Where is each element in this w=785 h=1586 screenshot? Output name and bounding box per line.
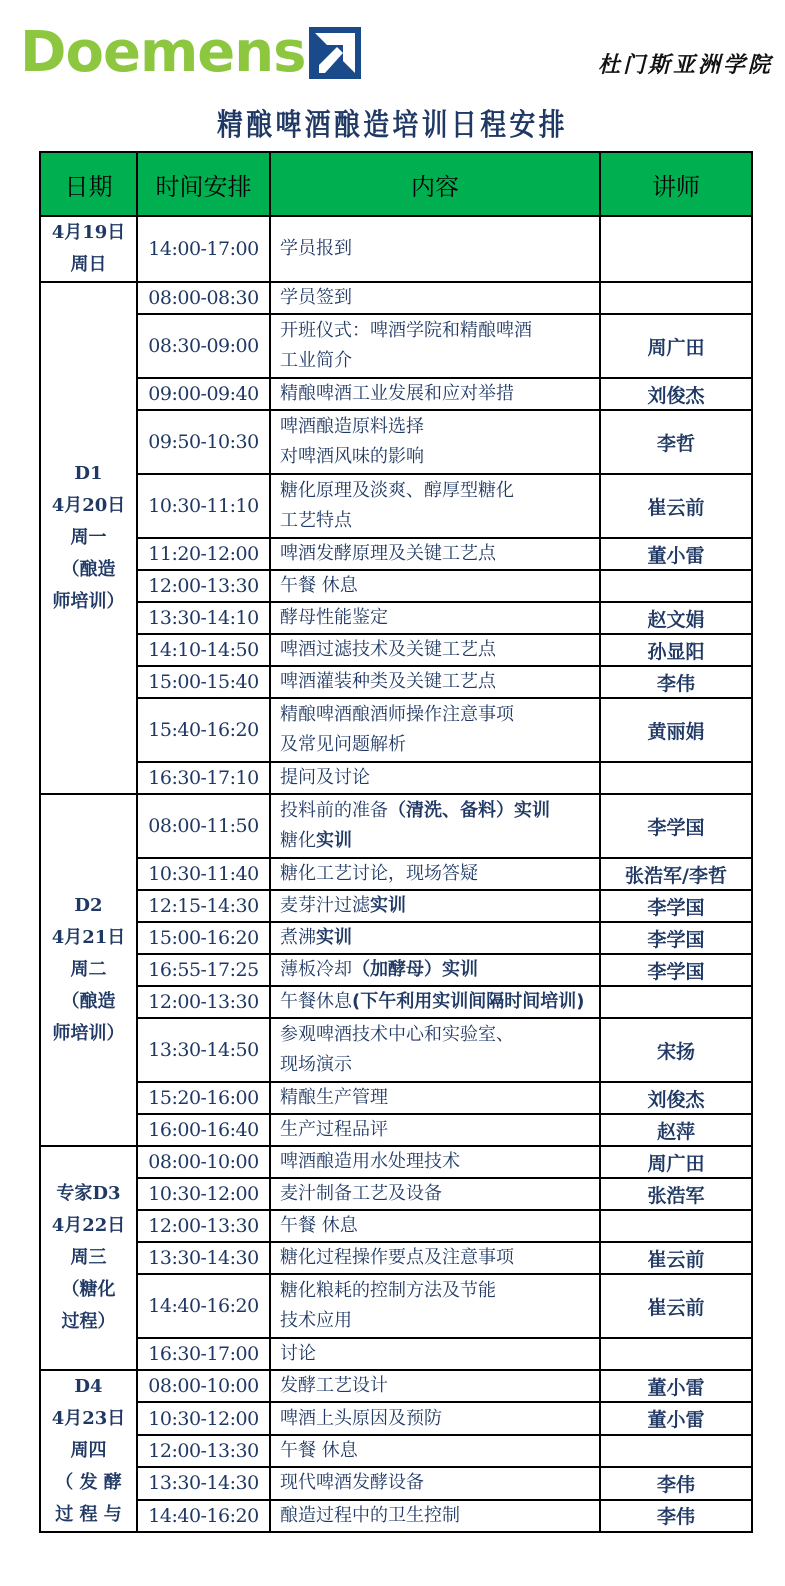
teacher-cell: 宋扬 <box>600 1018 752 1082</box>
teacher-cell: 董小雷 <box>600 1370 752 1402</box>
teacher-cell <box>600 762 752 794</box>
content-cell <box>270 1435 600 1467</box>
time-cell: 13:30-14:30 <box>137 1242 270 1274</box>
table-row <box>40 1274 752 1338</box>
table-row <box>40 1370 752 1402</box>
time-cell: 15:40-16:20 <box>137 698 270 762</box>
date-line: 专家D3 <box>56 1183 121 1204</box>
teacher-cell <box>600 986 752 1018</box>
content-text: 午餐 休息 <box>280 1439 358 1461</box>
table-row <box>40 282 752 314</box>
content-text: 午餐 休息 <box>280 1215 358 1236</box>
date-line: 周二 <box>70 959 107 980</box>
content-text: 技术应用 <box>280 1310 352 1331</box>
doemens-logo <box>20 20 361 85</box>
table-row <box>40 986 752 1018</box>
date-line: D2 <box>74 895 103 916</box>
content-cell <box>270 1274 600 1338</box>
teacher-cell <box>600 1338 752 1370</box>
date-line: 4月22日 <box>51 1215 126 1236</box>
teacher-cell: 张浩军 <box>600 1178 752 1210</box>
content-text: 实训 <box>316 830 352 851</box>
date-line: D1 <box>74 463 103 484</box>
content-text: 精酿啤酒工业发展和应对举措 <box>280 383 514 404</box>
date-line: 4月19日 <box>51 222 126 243</box>
table-row <box>40 634 752 666</box>
teacher-cell: 赵文娟 <box>600 602 752 634</box>
table-row <box>40 1402 752 1434</box>
time-cell: 09:00-09:40 <box>137 378 270 410</box>
column-header-time: 时间安排 <box>137 152 270 216</box>
content-text: 糖化原理及淡爽、醇厚型糖化 <box>280 480 514 501</box>
teacher-cell: 周广田 <box>600 314 752 378</box>
teacher-cell: 张浩军/李哲 <box>600 858 752 890</box>
time-cell: 14:00-17:00 <box>137 216 270 282</box>
date-line: 4月23日 <box>51 1408 126 1429</box>
content-cell <box>270 1082 600 1114</box>
content-text: 酵母性能鉴定 <box>280 607 388 628</box>
teacher-cell: 崔云前 <box>600 474 752 538</box>
table-row <box>40 858 752 890</box>
content-cell <box>270 314 600 378</box>
content-cell <box>270 698 600 762</box>
teacher-cell: 董小雷 <box>600 538 752 570</box>
table-row <box>40 1500 752 1532</box>
time-cell: 08:30-09:00 <box>137 314 270 378</box>
time-cell: 15:20-16:00 <box>137 1082 270 1114</box>
teacher-cell: 刘俊杰 <box>600 1082 752 1114</box>
teacher-cell: 李学国 <box>600 922 752 954</box>
logo-wordmark: Doemens <box>20 20 306 85</box>
time-cell: 15:00-16:20 <box>137 922 270 954</box>
time-cell: 16:30-17:10 <box>137 762 270 794</box>
content-text: 糖化粮耗的控制方法及节能 <box>280 1280 496 1301</box>
date-line: （酿造 <box>61 991 116 1012</box>
teacher-cell: 李学国 <box>600 954 752 986</box>
time-cell: 13:30-14:10 <box>137 602 270 634</box>
date-line: 过 程 与 <box>55 1504 122 1525</box>
date-line: D4 <box>74 1376 103 1397</box>
teacher-cell <box>600 1435 752 1467</box>
content-text: 参观啤酒技术中心和实验室、 <box>280 1024 514 1045</box>
schedule-body <box>40 216 752 1532</box>
teacher-cell: 赵萍 <box>600 1114 752 1146</box>
content-text: 糖化工艺讨论，现场答疑 <box>280 863 478 884</box>
time-cell: 14:10-14:50 <box>137 634 270 666</box>
teacher-cell: 崔云前 <box>600 1242 752 1274</box>
content-text: 煮沸 <box>280 927 316 948</box>
teacher-cell: 孙显阳 <box>600 634 752 666</box>
table-row <box>40 1082 752 1114</box>
content-cell <box>270 1467 600 1499</box>
content-text: 实训 <box>316 927 352 948</box>
page-title: 精酿啤酒酿造培训日程安排 <box>217 108 568 143</box>
table-row <box>40 1178 752 1210</box>
content-text: 学员签到 <box>280 287 352 308</box>
content-cell <box>270 1500 600 1532</box>
content-cell <box>270 1178 600 1210</box>
teacher-cell <box>600 570 752 602</box>
academy-name: 杜门斯亚洲学院 <box>598 52 774 78</box>
content-text: 对啤酒风味的影响 <box>280 446 424 467</box>
table-row <box>40 570 752 602</box>
date-cell <box>40 794 137 1146</box>
content-cell <box>270 474 600 538</box>
table-row <box>40 378 752 410</box>
teacher-cell <box>600 282 752 314</box>
time-cell: 16:30-17:00 <box>137 1338 270 1370</box>
content-text: 讨论 <box>280 1343 316 1364</box>
table-row <box>40 698 752 762</box>
date-line: 过程） <box>61 1311 116 1332</box>
date-cell <box>40 216 137 282</box>
date-line: （糖化 <box>61 1279 116 1300</box>
content-text: 现代啤酒发酵设备 <box>280 1472 424 1494</box>
content-text: 实训 <box>370 895 406 916</box>
column-header-date: 日期 <box>40 152 137 216</box>
table-row <box>40 474 752 538</box>
content-cell <box>270 1402 600 1434</box>
date-line: 师培训） <box>52 1023 125 1044</box>
content-cell <box>270 602 600 634</box>
time-cell: 10:30-11:10 <box>137 474 270 538</box>
time-cell: 10:30-12:00 <box>137 1178 270 1210</box>
time-cell: 12:15-14:30 <box>137 890 270 922</box>
content-cell <box>270 986 600 1018</box>
teacher-cell: 周广田 <box>600 1146 752 1178</box>
table-row <box>40 1242 752 1274</box>
date-line: （ 发 酵 <box>55 1472 122 1493</box>
time-cell: 08:00-11:50 <box>137 794 270 858</box>
content-text: 学员报到 <box>280 238 352 259</box>
table-row <box>40 1018 752 1082</box>
content-text: 生产过程品评 <box>280 1119 388 1140</box>
content-text: 现场演示 <box>280 1054 352 1075</box>
table-row <box>40 794 752 858</box>
table-row <box>40 538 752 570</box>
teacher-cell: 李伟 <box>600 1467 752 1499</box>
content-cell <box>270 794 600 858</box>
time-cell: 08:00-10:00 <box>137 1370 270 1402</box>
time-cell: 16:55-17:25 <box>137 954 270 986</box>
teacher-cell: 李学国 <box>600 890 752 922</box>
time-cell: 12:00-13:30 <box>137 1435 270 1467</box>
content-cell <box>270 890 600 922</box>
table-row <box>40 762 752 794</box>
table-row <box>40 1467 752 1499</box>
time-cell: 13:30-14:50 <box>137 1018 270 1082</box>
table-row <box>40 666 752 698</box>
content-text: 工业简介 <box>280 350 352 371</box>
content-cell <box>270 282 600 314</box>
content-text: 糖化 <box>280 830 316 851</box>
teacher-cell: 李伟 <box>600 1500 752 1532</box>
content-text: 午餐 休息 <box>280 575 358 596</box>
content-text: 啤酒过滤技术及关键工艺点 <box>280 639 496 660</box>
time-cell: 14:40-16:20 <box>137 1274 270 1338</box>
content-cell <box>270 1370 600 1402</box>
table-row <box>40 410 752 474</box>
content-text: 薄板冷却 <box>280 959 352 980</box>
date-line: 4月20日 <box>51 495 126 516</box>
content-text: 啤酒酿造原料选择 <box>280 416 424 437</box>
teacher-cell: 崔云前 <box>600 1274 752 1338</box>
content-text: （清洗、备料）实训 <box>388 800 550 821</box>
arrow-up-right-icon <box>309 27 361 79</box>
time-cell: 16:00-16:40 <box>137 1114 270 1146</box>
teacher-cell: 李伟 <box>600 666 752 698</box>
content-text: 提问及讨论 <box>280 767 370 788</box>
time-cell: 10:30-11:40 <box>137 858 270 890</box>
content-text: 麦汁制备工艺及设备 <box>280 1183 442 1204</box>
time-cell: 10:30-12:00 <box>137 1402 270 1434</box>
content-cell <box>270 954 600 986</box>
teacher-cell: 黄丽娟 <box>600 698 752 762</box>
content-text: 工艺特点 <box>280 510 352 531</box>
content-cell <box>270 410 600 474</box>
content-text: 开班仪式：啤酒学院和精酿啤酒 <box>280 320 532 341</box>
table-header-row <box>40 152 752 216</box>
content-cell <box>270 1210 600 1242</box>
content-text: （加酵母）实训 <box>352 959 478 980</box>
content-text: 酿造过程中的卫生控制 <box>280 1504 460 1526</box>
time-cell: 09:50-10:30 <box>137 410 270 474</box>
table-row <box>40 890 752 922</box>
teacher-cell: 董小雷 <box>600 1402 752 1434</box>
time-cell: 08:00-10:00 <box>137 1146 270 1178</box>
content-cell <box>270 1114 600 1146</box>
date-line: （酿造 <box>61 559 116 580</box>
teacher-cell <box>600 1210 752 1242</box>
content-text: 午餐休息 <box>280 991 352 1012</box>
content-text: 精酿啤酒酿酒师操作注意事项 <box>280 704 514 725</box>
date-cell <box>40 1146 137 1370</box>
date-line: 周日 <box>70 254 107 275</box>
date-line: 周三 <box>70 1247 107 1268</box>
content-text: (下午利用实训间隔时间培训) <box>352 991 585 1012</box>
table-row <box>40 1146 752 1178</box>
content-cell <box>270 216 600 282</box>
content-text: 及常见问题解析 <box>280 734 406 755</box>
content-text: 啤酒酿造用水处理技术 <box>280 1151 460 1172</box>
content-cell <box>270 1018 600 1082</box>
content-cell <box>270 1338 600 1370</box>
content-cell <box>270 1242 600 1274</box>
table-row <box>40 216 752 282</box>
table-row <box>40 314 752 378</box>
date-line: 周四 <box>70 1440 107 1461</box>
table-row <box>40 1435 752 1467</box>
content-text: 发酵工艺设计 <box>280 1375 388 1397</box>
content-text: 投料前的准备 <box>280 800 388 821</box>
content-cell <box>270 762 600 794</box>
date-line: 师培训） <box>52 591 125 612</box>
content-text: 糖化过程操作要点及注意事项 <box>280 1247 514 1268</box>
time-cell: 12:00-13:30 <box>137 1210 270 1242</box>
table-row <box>40 1338 752 1370</box>
content-text: 精酿生产管理 <box>280 1087 388 1108</box>
teacher-cell: 李哲 <box>600 410 752 474</box>
time-cell: 11:20-12:00 <box>137 538 270 570</box>
table-row <box>40 602 752 634</box>
table-row <box>40 1114 752 1146</box>
content-text: 啤酒灌装种类及关键工艺点 <box>280 671 496 692</box>
table-row <box>40 954 752 986</box>
table-row <box>40 1210 752 1242</box>
content-cell <box>270 858 600 890</box>
content-text: 啤酒上头原因及预防 <box>280 1407 442 1429</box>
column-header-teacher: 讲师 <box>600 152 752 216</box>
time-cell: 08:00-08:30 <box>137 282 270 314</box>
content-cell <box>270 922 600 954</box>
time-cell: 14:40-16:20 <box>137 1500 270 1532</box>
column-header-content: 内容 <box>270 152 600 216</box>
content-cell <box>270 634 600 666</box>
date-cell <box>40 282 137 794</box>
date-line: 4月21日 <box>51 927 126 948</box>
table-row <box>40 922 752 954</box>
time-cell: 12:00-13:30 <box>137 570 270 602</box>
date-line: 周一 <box>70 527 107 548</box>
schedule-table <box>39 151 753 1533</box>
teacher-cell: 刘俊杰 <box>600 378 752 410</box>
time-cell: 15:00-15:40 <box>137 666 270 698</box>
content-cell <box>270 538 600 570</box>
content-cell <box>270 378 600 410</box>
time-cell: 12:00-13:30 <box>137 986 270 1018</box>
content-text: 麦芽汁过滤 <box>280 895 370 916</box>
content-cell <box>270 570 600 602</box>
date-cell <box>40 1370 137 1532</box>
teacher-cell: 李学国 <box>600 794 752 858</box>
content-text: 啤酒发酵原理及关键工艺点 <box>280 543 496 564</box>
time-cell: 13:30-14:30 <box>137 1467 270 1499</box>
content-cell <box>270 1146 600 1178</box>
teacher-cell <box>600 216 752 282</box>
content-cell <box>270 666 600 698</box>
